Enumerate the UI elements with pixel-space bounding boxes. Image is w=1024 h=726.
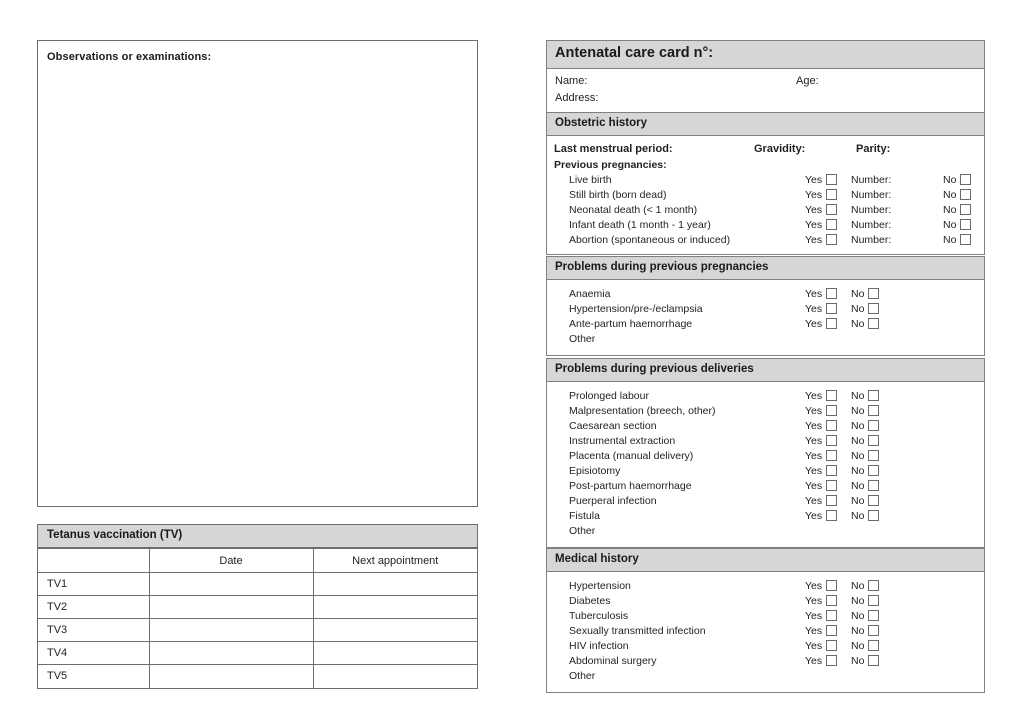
yes-label: Yes <box>805 510 823 523</box>
no-option[interactable] <box>851 594 879 609</box>
yes-checkbox[interactable] <box>826 595 837 606</box>
yes-label: Yes <box>805 234 823 247</box>
yes-checkbox[interactable] <box>826 234 837 245</box>
tv-row-label: TV2 <box>38 596 149 619</box>
no-option[interactable] <box>851 449 879 464</box>
medical-history-list <box>547 579 984 684</box>
list-item <box>547 624 984 639</box>
yes-option[interactable] <box>805 594 837 609</box>
yes-label: Yes <box>805 580 823 593</box>
antenatal-card-panel <box>546 40 985 117</box>
item-label: Other <box>569 333 596 346</box>
no-checkbox[interactable] <box>868 480 879 491</box>
no-label: No <box>943 204 957 217</box>
no-checkbox[interactable] <box>868 435 879 446</box>
obstetric-history-title: Obstetric history <box>547 113 984 136</box>
problems-previous-deliveries-list <box>547 389 984 539</box>
item-label: Tuberculosis <box>569 610 629 623</box>
problems-previous-pregnancies-title: Problems during previous pregnancies <box>547 257 984 280</box>
address-label: Address: <box>555 91 599 104</box>
no-option[interactable] <box>851 404 879 419</box>
list-item <box>547 317 984 332</box>
no-label: No <box>851 580 865 593</box>
no-option[interactable] <box>851 609 879 624</box>
yes-checkbox[interactable] <box>826 303 837 314</box>
list-item <box>547 419 984 434</box>
yes-label: Yes <box>805 219 823 232</box>
no-option[interactable] <box>851 389 879 404</box>
item-label: Sexually transmitted infection <box>569 625 706 638</box>
no-label: No <box>851 655 865 668</box>
yes-option[interactable] <box>805 449 837 464</box>
card-title: Antenatal care card n°: <box>547 41 984 69</box>
name-label: Name: <box>555 74 588 87</box>
yes-label: Yes <box>805 318 823 331</box>
yes-label: Yes <box>805 435 823 448</box>
gravidity-label: Gravidity: <box>754 143 806 156</box>
yes-checkbox[interactable] <box>826 640 837 651</box>
item-label: Still birth (born dead) <box>569 189 667 202</box>
tv-col-date: Date <box>149 549 313 573</box>
no-option[interactable] <box>943 218 971 233</box>
yes-checkbox[interactable] <box>826 435 837 446</box>
list-item <box>547 287 984 302</box>
yes-label: Yes <box>805 480 823 493</box>
list-item <box>547 579 984 594</box>
list-item <box>547 449 984 464</box>
tv-col-blank <box>38 549 149 573</box>
no-checkbox[interactable] <box>868 510 879 521</box>
yes-option[interactable] <box>805 173 837 188</box>
number-label: Number: <box>851 204 892 217</box>
list-item <box>547 609 984 624</box>
yes-checkbox[interactable] <box>826 655 837 666</box>
tv-row-label: TV3 <box>38 619 149 642</box>
item-label: Other <box>569 525 596 538</box>
no-checkbox[interactable] <box>868 465 879 476</box>
list-item <box>547 524 984 539</box>
tv-col-next-appointment: Next appointment <box>313 549 477 573</box>
tetanus-title: Tetanus vaccination (TV) <box>38 525 477 548</box>
list-item <box>547 188 984 203</box>
no-option[interactable] <box>943 233 971 248</box>
no-option[interactable] <box>851 287 879 302</box>
no-label: No <box>943 189 957 202</box>
item-label: Caesarean section <box>569 420 657 433</box>
tetanus-table <box>38 548 477 688</box>
item-label: Fistula <box>569 510 600 523</box>
yes-label: Yes <box>805 640 823 653</box>
item-label: HIV infection <box>569 640 629 653</box>
yes-checkbox[interactable] <box>826 610 837 621</box>
yes-option[interactable] <box>805 287 837 302</box>
tv-next-cell[interactable] <box>313 619 477 642</box>
parity-label: Parity: <box>856 143 891 156</box>
yes-option[interactable] <box>805 624 837 639</box>
yes-checkbox[interactable] <box>826 510 837 521</box>
previous-pregnancies-label: Previous pregnancies: <box>554 159 667 172</box>
yes-label: Yes <box>805 655 823 668</box>
list-item <box>547 332 984 347</box>
number-label: Number: <box>851 234 892 247</box>
yes-option[interactable] <box>805 188 837 203</box>
tv-date-cell[interactable] <box>149 573 313 596</box>
no-checkbox[interactable] <box>868 610 879 621</box>
no-checkbox[interactable] <box>868 420 879 431</box>
no-checkbox[interactable] <box>868 580 879 591</box>
no-option[interactable] <box>943 188 971 203</box>
no-checkbox[interactable] <box>868 655 879 666</box>
yes-label: Yes <box>805 595 823 608</box>
no-option[interactable] <box>851 317 879 332</box>
yes-option[interactable] <box>805 317 837 332</box>
no-label: No <box>851 318 865 331</box>
no-option[interactable] <box>851 494 879 509</box>
tv-date-cell[interactable] <box>149 619 313 642</box>
yes-label: Yes <box>805 288 823 301</box>
item-label: Hypertension <box>569 580 631 593</box>
no-label: No <box>851 495 865 508</box>
tv-date-cell[interactable] <box>149 665 313 688</box>
lmp-label: Last menstrual period: <box>554 143 673 156</box>
no-checkbox[interactable] <box>868 640 879 651</box>
yes-option[interactable] <box>805 654 837 669</box>
lmp-row <box>547 141 984 158</box>
no-label: No <box>851 390 865 403</box>
no-label: No <box>851 420 865 433</box>
yes-checkbox[interactable] <box>826 174 837 185</box>
yes-option[interactable] <box>805 302 837 317</box>
list-item <box>547 173 984 188</box>
no-label: No <box>943 234 957 247</box>
yes-label: Yes <box>805 450 823 463</box>
medical-history-panel <box>546 548 985 693</box>
tv-date-cell[interactable] <box>149 642 313 665</box>
table-row <box>38 573 477 596</box>
address-row <box>547 92 984 109</box>
no-checkbox[interactable] <box>960 174 971 185</box>
yes-checkbox[interactable] <box>826 625 837 636</box>
table-row <box>38 596 477 619</box>
yes-label: Yes <box>805 495 823 508</box>
item-label: Abortion (spontaneous or induced) <box>569 234 731 247</box>
no-checkbox[interactable] <box>960 189 971 200</box>
no-checkbox[interactable] <box>868 303 879 314</box>
yes-label: Yes <box>805 465 823 478</box>
problems-previous-deliveries-title: Problems during previous deliveries <box>547 359 984 382</box>
no-checkbox[interactable] <box>868 595 879 606</box>
obstetric-history-panel <box>546 112 985 255</box>
no-option[interactable] <box>851 464 879 479</box>
tv-next-cell[interactable] <box>313 596 477 619</box>
no-option[interactable] <box>943 203 971 218</box>
yes-option[interactable] <box>805 218 837 233</box>
tv-row-label: TV5 <box>38 665 149 688</box>
no-option[interactable] <box>851 302 879 317</box>
no-label: No <box>851 435 865 448</box>
table-header-row <box>38 549 477 573</box>
yes-label: Yes <box>805 420 823 433</box>
yes-checkbox[interactable] <box>826 219 837 230</box>
item-label: Neonatal death (< 1 month) <box>569 204 698 217</box>
no-checkbox[interactable] <box>868 625 879 636</box>
yes-checkbox[interactable] <box>826 450 837 461</box>
no-label: No <box>851 288 865 301</box>
list-item <box>547 389 984 404</box>
list-item <box>547 302 984 317</box>
item-label: Ante-partum haemorrhage <box>569 318 693 331</box>
list-item <box>547 509 984 524</box>
yes-label: Yes <box>805 204 823 217</box>
item-label: Malpresentation (breech, other) <box>569 405 716 418</box>
no-option[interactable] <box>851 639 879 654</box>
table-row <box>38 619 477 642</box>
no-label: No <box>851 465 865 478</box>
list-item <box>547 494 984 509</box>
list-item <box>547 594 984 609</box>
table-row <box>38 642 477 665</box>
tv-row-label: TV4 <box>38 642 149 665</box>
no-option[interactable] <box>851 479 879 494</box>
yes-checkbox[interactable] <box>826 580 837 591</box>
list-item <box>547 479 984 494</box>
yes-label: Yes <box>805 610 823 623</box>
list-item <box>547 654 984 669</box>
yes-label: Yes <box>805 189 823 202</box>
item-label: Anaemia <box>569 288 611 301</box>
yes-option[interactable] <box>805 609 837 624</box>
no-checkbox[interactable] <box>868 450 879 461</box>
no-checkbox[interactable] <box>960 204 971 215</box>
item-label: Diabetes <box>569 595 611 608</box>
item-label: Abdominal surgery <box>569 655 657 668</box>
no-label: No <box>851 595 865 608</box>
no-label: No <box>851 640 865 653</box>
no-option[interactable] <box>851 509 879 524</box>
yes-checkbox[interactable] <box>826 189 837 200</box>
no-label: No <box>851 405 865 418</box>
yes-option[interactable] <box>805 494 837 509</box>
item-label: Infant death (1 month - 1 year) <box>569 219 711 232</box>
yes-option[interactable] <box>805 404 837 419</box>
no-checkbox[interactable] <box>868 288 879 299</box>
medical-history-title: Medical history <box>547 549 984 572</box>
yes-option[interactable] <box>805 203 837 218</box>
yes-option[interactable] <box>805 464 837 479</box>
no-option[interactable] <box>851 624 879 639</box>
yes-checkbox[interactable] <box>826 204 837 215</box>
no-checkbox[interactable] <box>868 390 879 401</box>
no-checkbox[interactable] <box>960 219 971 230</box>
problems-previous-pregnancies-list <box>547 287 984 347</box>
yes-checkbox[interactable] <box>826 420 837 431</box>
yes-label: Yes <box>805 174 823 187</box>
no-label: No <box>851 480 865 493</box>
yes-checkbox[interactable] <box>826 495 837 506</box>
item-label: Episiotomy <box>569 465 621 478</box>
no-option[interactable] <box>851 579 879 594</box>
yes-checkbox[interactable] <box>826 465 837 476</box>
tetanus-vaccination-panel <box>37 524 478 689</box>
tv-next-cell[interactable] <box>313 665 477 688</box>
yes-checkbox[interactable] <box>826 390 837 401</box>
item-label: Live birth <box>569 174 612 187</box>
number-label: Number: <box>851 174 892 187</box>
yes-label: Yes <box>805 625 823 638</box>
yes-option[interactable] <box>805 389 837 404</box>
item-label: Instrumental extraction <box>569 435 676 448</box>
list-item <box>547 218 984 233</box>
yes-label: Yes <box>805 390 823 403</box>
tv-date-cell[interactable] <box>149 596 313 619</box>
item-label: Prolonged labour <box>569 390 649 403</box>
item-label: Puerperal infection <box>569 495 657 508</box>
list-item <box>547 233 984 248</box>
yes-option[interactable] <box>805 479 837 494</box>
number-label: Number: <box>851 189 892 202</box>
no-label: No <box>851 450 865 463</box>
no-label: No <box>943 219 957 232</box>
yes-option[interactable] <box>805 419 837 434</box>
no-checkbox[interactable] <box>868 405 879 416</box>
no-label: No <box>851 303 865 316</box>
yes-checkbox[interactable] <box>826 405 837 416</box>
yes-checkbox[interactable] <box>826 318 837 329</box>
item-label: Other <box>569 670 596 683</box>
no-label: No <box>943 174 957 187</box>
yes-checkbox[interactable] <box>826 480 837 491</box>
list-item <box>547 639 984 654</box>
list-item <box>547 464 984 479</box>
yes-option[interactable] <box>805 639 837 654</box>
no-option[interactable] <box>943 173 971 188</box>
yes-option[interactable] <box>805 233 837 248</box>
no-option[interactable] <box>851 434 879 449</box>
yes-label: Yes <box>805 303 823 316</box>
no-checkbox[interactable] <box>868 318 879 329</box>
no-checkbox[interactable] <box>960 234 971 245</box>
name-age-row <box>547 75 984 92</box>
item-label: Post-partum haemorrhage <box>569 480 692 493</box>
no-option[interactable] <box>851 419 879 434</box>
no-label: No <box>851 625 865 638</box>
list-item <box>547 434 984 449</box>
yes-option[interactable] <box>805 579 837 594</box>
age-label: Age: <box>796 74 819 87</box>
list-item <box>547 203 984 218</box>
no-option[interactable] <box>851 654 879 669</box>
item-label: Hypertension/pre-/eclampsia <box>569 303 703 316</box>
list-item <box>547 404 984 419</box>
number-label: Number: <box>851 219 892 232</box>
no-label: No <box>851 610 865 623</box>
previous-pregnancies-list <box>547 158 984 248</box>
observations-box[interactable] <box>37 40 478 507</box>
yes-option[interactable] <box>805 509 837 524</box>
tv-row-label: TV1 <box>38 573 149 596</box>
problems-previous-deliveries-panel <box>546 358 985 548</box>
list-item <box>547 669 984 684</box>
yes-checkbox[interactable] <box>826 288 837 299</box>
table-row <box>38 665 477 688</box>
tv-next-cell[interactable] <box>313 573 477 596</box>
item-label: Placenta (manual delivery) <box>569 450 694 463</box>
no-label: No <box>851 510 865 523</box>
observations-label: Observations or examinations: <box>47 51 212 63</box>
no-checkbox[interactable] <box>868 495 879 506</box>
tv-next-cell[interactable] <box>313 642 477 665</box>
yes-label: Yes <box>805 405 823 418</box>
problems-previous-pregnancies-panel <box>546 256 985 356</box>
yes-option[interactable] <box>805 434 837 449</box>
